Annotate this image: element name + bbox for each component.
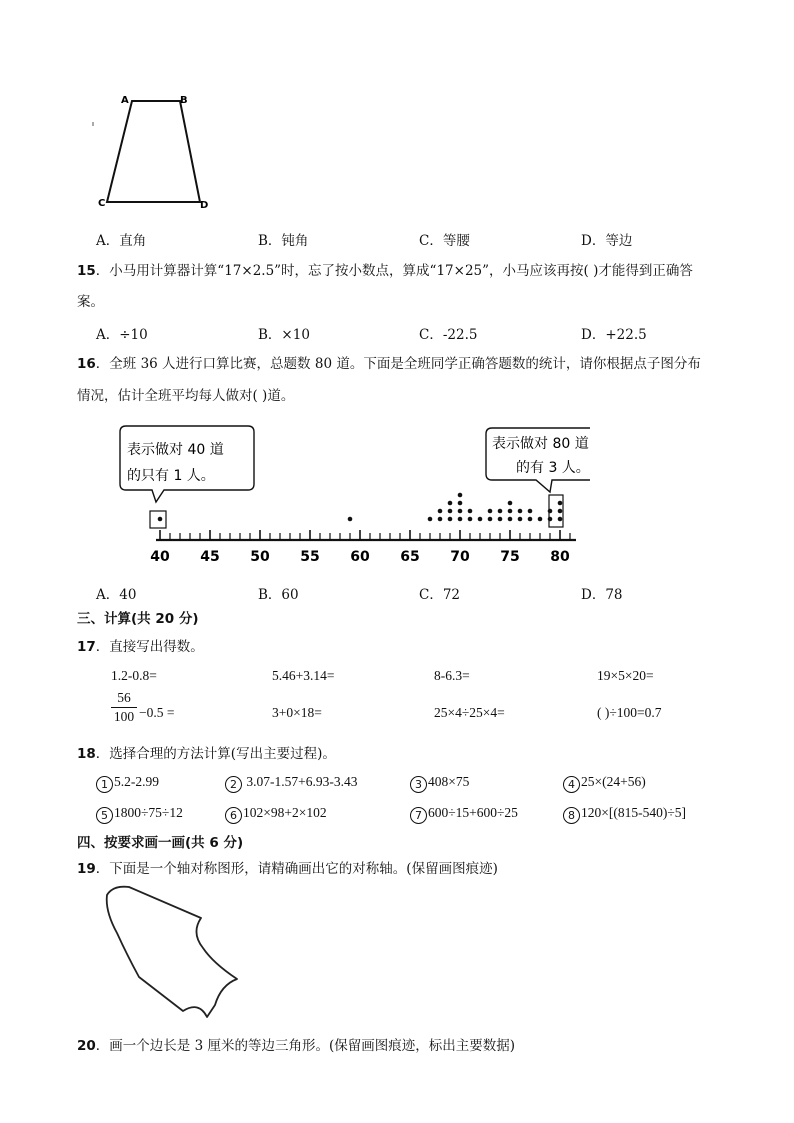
data-dot [478, 517, 483, 522]
fraction-denominator: 100 [113, 709, 135, 724]
data-dot [538, 517, 543, 522]
q15-question [77, 259, 693, 279]
q16-option-d: D．78 [581, 587, 623, 603]
circled-number: 1 [96, 776, 113, 793]
q18-expression: 25×(24+56) [581, 774, 646, 789]
data-dot [488, 517, 493, 522]
data-dot [558, 501, 563, 506]
data-dot [448, 501, 453, 506]
data-dot [508, 517, 513, 522]
vertex-label-c: C [98, 198, 106, 209]
circled-number: 7 [410, 807, 427, 824]
q17-number: 17 [77, 639, 96, 655]
circled-number: 8 [563, 807, 580, 824]
tick-label: 60 [350, 549, 370, 565]
bubble-right [487, 418, 590, 426]
data-dot [508, 501, 513, 506]
data-dot [508, 509, 513, 514]
data-dot [458, 493, 463, 498]
q19-text: ．下面是一个轴对称图形，请精确画出它的对称轴。(保留画图痕迹) [95, 861, 498, 877]
data-dot [528, 509, 533, 514]
q18-item-7 [410, 805, 518, 824]
section-4-heading: 四、按要求画一画(共 6 分) [77, 835, 244, 851]
trapezoid-figure [90, 88, 220, 213]
q17-title: ．直接写出得数。 [95, 639, 204, 655]
vertex-label-a: A [121, 95, 129, 106]
data-dot [548, 517, 553, 522]
q15-number: 15 [77, 263, 96, 279]
q17-item-3: 8-6.3= [434, 668, 470, 683]
q17-item-4: 19×5×20= [597, 668, 654, 683]
axisymmetric-figure [95, 883, 255, 1023]
tick-label: 50 [250, 549, 270, 565]
q17-item-7: 25×4÷25×4= [434, 705, 505, 720]
bubble-left [120, 426, 254, 502]
q17-question [77, 635, 204, 655]
q15-text-line2: 案。 [77, 294, 104, 310]
q16-question [77, 352, 701, 372]
q18-expression: 120×[(815-540)÷5] [581, 805, 687, 820]
q17-item-8: ( )÷100=0.7 [597, 705, 662, 720]
q16-text-line2: 情况，估计全班平均每人做对( )道。 [77, 388, 295, 404]
q16-option-b: B．60 [258, 587, 299, 603]
q18-item-8 [563, 805, 686, 824]
tick-label: 40 [150, 549, 170, 565]
data-dot [428, 517, 433, 522]
data-dot [458, 517, 463, 522]
q17-item-1: 1.2-0.8= [111, 668, 157, 683]
data-dot [438, 509, 443, 514]
q15-option-c: C．-22.5 [419, 327, 478, 343]
q18-item-3 [410, 774, 469, 793]
data-dot [468, 509, 473, 514]
q20-question [77, 1034, 515, 1054]
dot-plot [100, 418, 590, 573]
vertex-label-d: D [200, 200, 209, 211]
bubble-right-line2: 的有 3 人。 [516, 460, 590, 476]
q16-option-a: A．40 [96, 587, 137, 603]
q18-expression: 408×75 [428, 774, 470, 789]
q20-number: 20 [77, 1038, 96, 1054]
q20-text: ．画一个边长是 3 厘米的等边三角形。(保留画图痕迹，标出主要数据) [95, 1038, 516, 1054]
q18-expression: 5.2-2.99 [114, 774, 159, 789]
tick-label: 65 [400, 549, 420, 565]
dots [158, 493, 563, 522]
tick-label: 80 [550, 549, 570, 565]
data-dot [488, 509, 493, 514]
q18-item-6 [225, 805, 327, 824]
circled-number: 6 [225, 807, 242, 824]
section-3-heading: 三、计算(共 20 分) [77, 611, 199, 627]
q18-item-5 [96, 805, 183, 824]
data-dot [518, 517, 523, 522]
data-dot [498, 509, 503, 514]
data-dot [458, 509, 463, 514]
q18-number: 18 [77, 746, 96, 762]
q18-item-4 [563, 774, 646, 793]
q18-title: ．选择合理的方法计算(写出主要过程)。 [95, 746, 336, 762]
tick-label: 75 [500, 549, 520, 565]
data-dot [558, 509, 563, 514]
q15-option-a: A．÷10 [96, 327, 148, 343]
bubble-left-line1: 表示做对 40 道 [127, 442, 224, 458]
circled-number: 2 [225, 776, 242, 793]
q14-option-b: B．钝角 [258, 233, 309, 249]
q18-expression: 102×98+2×102 [243, 805, 327, 820]
data-dot [458, 501, 463, 506]
q16-text-line1: ．全班 36 人进行口算比赛，总题数 80 道。下面是全班同学正确答题数的统计，请你根据点子图分布 [95, 356, 701, 372]
q18-expression: 1800÷75÷12 [114, 805, 183, 820]
axis-ticks [160, 530, 570, 540]
data-dot [518, 509, 523, 514]
fraction-bar [111, 707, 137, 708]
data-dot [348, 517, 353, 522]
data-dot [548, 509, 553, 514]
q18-expression: 600÷15+600÷25 [428, 805, 518, 820]
q18-item-1 [96, 774, 159, 793]
circled-number: 4 [563, 776, 580, 793]
q18-expression: 3.07-1.57+6.93-3.43 [243, 774, 358, 789]
data-dot [438, 517, 443, 522]
tick-label: 55 [300, 549, 320, 565]
fraction-numerator: 56 [117, 690, 131, 705]
q17-fraction [111, 690, 137, 725]
data-dot [448, 509, 453, 514]
q14-option-d: D．等边 [581, 233, 633, 249]
q16-number: 16 [77, 356, 96, 372]
q15-text-line1: ．小马用计算器计算“17×2.5”时，忘了按小数点，算成“17×25”，小马应该再按( )才能得到正确答 [95, 263, 693, 279]
q18-question [77, 742, 336, 762]
data-dot [558, 517, 563, 522]
q15-option-b: B．×10 [258, 327, 310, 343]
axis-tick-labels [150, 549, 570, 565]
circled-number: 3 [410, 776, 427, 793]
data-dot [528, 517, 533, 522]
bubble-right-line1: 表示做对 80 道 [492, 436, 589, 452]
q17-item-6: 3+0×18= [272, 705, 322, 720]
q15-option-d: D．+22.5 [581, 327, 647, 343]
q14-option-a: A．直角 [96, 233, 147, 249]
data-dot [158, 517, 163, 522]
tick-label: 70 [450, 549, 470, 565]
bubble-left-line2: 的只有 1 人。 [127, 468, 215, 484]
data-dot [468, 517, 473, 522]
q19-question [77, 857, 498, 877]
q18-item-2 [225, 774, 357, 793]
q16-option-c: C．72 [419, 587, 461, 603]
q17-item-2: 5.46+3.14= [272, 668, 335, 683]
circled-number: 5 [96, 807, 113, 824]
data-dot [498, 517, 503, 522]
vertex-label-b: B [180, 95, 188, 106]
q19-number: 19 [77, 861, 96, 877]
q17-fraction-rest: −0.5 = [139, 705, 175, 720]
data-dot [448, 517, 453, 522]
q14-option-c: C．等腰 [419, 233, 470, 249]
tick-label: 45 [200, 549, 220, 565]
